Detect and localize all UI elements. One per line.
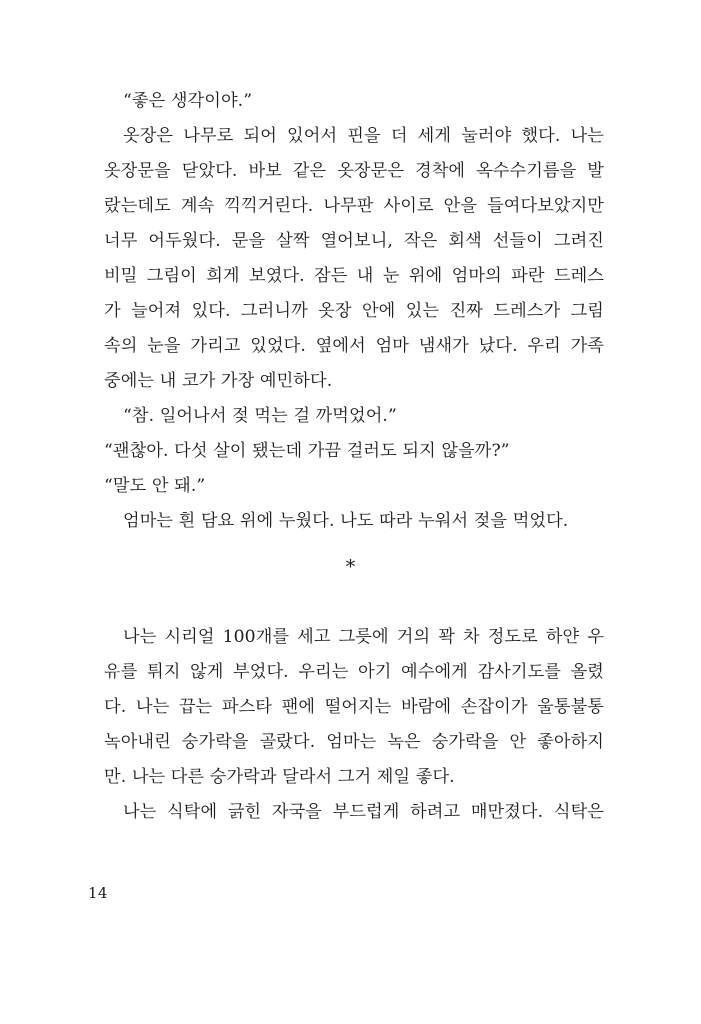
section-break-asterisk: * [345,556,356,578]
text-line: 만. 나는 다른 숭가락과 달라서 그거 제일 좋다. [104,767,455,787]
text-line: 녹아내린 숭가락을 골랐다. 엄마는 녹은 숭가락을 안 좋아하지 [104,732,604,752]
text-line: “좋은 생각이야.” [123,91,253,111]
text-line: 옷장문을 닫았다. 바보 같은 옷장문은 경착에 옥수수기름을 발 [104,161,604,181]
text-line: 옷장은 나무로 되어 있어서 핀을 더 세게 눌러야 했다. 나는 [123,126,604,146]
text-line: 가 늘어져 있다. 그러니까 옷장 안에 있는 진짜 드레스가 그림 [104,301,604,321]
paragraph [104,399,604,434]
text-line: 랐는데도 계속 끽끽거린다. 나무판 사이로 안을 들여다보았지만 [104,196,604,216]
text-line: 유를 튀지 않게 부었다. 우리는 아기 예수에게 감사기도를 올렸 [104,662,604,682]
paragraph [104,84,604,119]
paragraph [104,795,604,830]
text-line: 나는 식탁에 긁힌 자국을 부드럽게 하려고 매만졌다. 식탁은 [123,802,604,822]
text-line: 다. 나는 끕는 파스타 팬에 떨어지는 바람에 손잡이가 울통불통 [104,697,604,717]
paragraph [104,434,604,469]
paragraph [104,469,604,504]
paragraph [104,504,604,539]
upper-text-block [104,84,604,539]
text-line: 속의 눈을 가리고 있었다. 옆에서 엄마 냄새가 났다. 우리 가족 [104,336,604,356]
paragraph [104,620,604,795]
text-line: “괜찮아. 다섯 살이 됐는데 가끔 걸러도 되지 않을까?” [104,441,510,461]
text-line: 너무 어두웠다. 문을 살짝 열어보니, 작은 회색 선들이 그려진 [104,231,604,251]
text-line: 엄마는 흰 담요 위에 누웠다. 나도 따라 누워서 젖을 먹었다. [123,511,569,531]
lower-text-block [104,620,604,830]
page-number: 14 [88,884,108,902]
text-line: “참. 일어나서 젖 먹는 걸 까먹었어.” [123,406,397,426]
text-line: 나는 시리얼 100개를 세고 그릇에 거의 꽉 차 정도로 하얀 우 [123,627,604,647]
text-line: 비밀 그림이 희게 보였다. 잠든 내 눈 위에 엄마의 파란 드레스 [104,266,604,286]
text-line: 중에는 내 코가 가장 예민하다. [104,371,333,391]
paragraph [104,119,604,399]
text-line: “말도 안 돼.” [104,476,206,496]
